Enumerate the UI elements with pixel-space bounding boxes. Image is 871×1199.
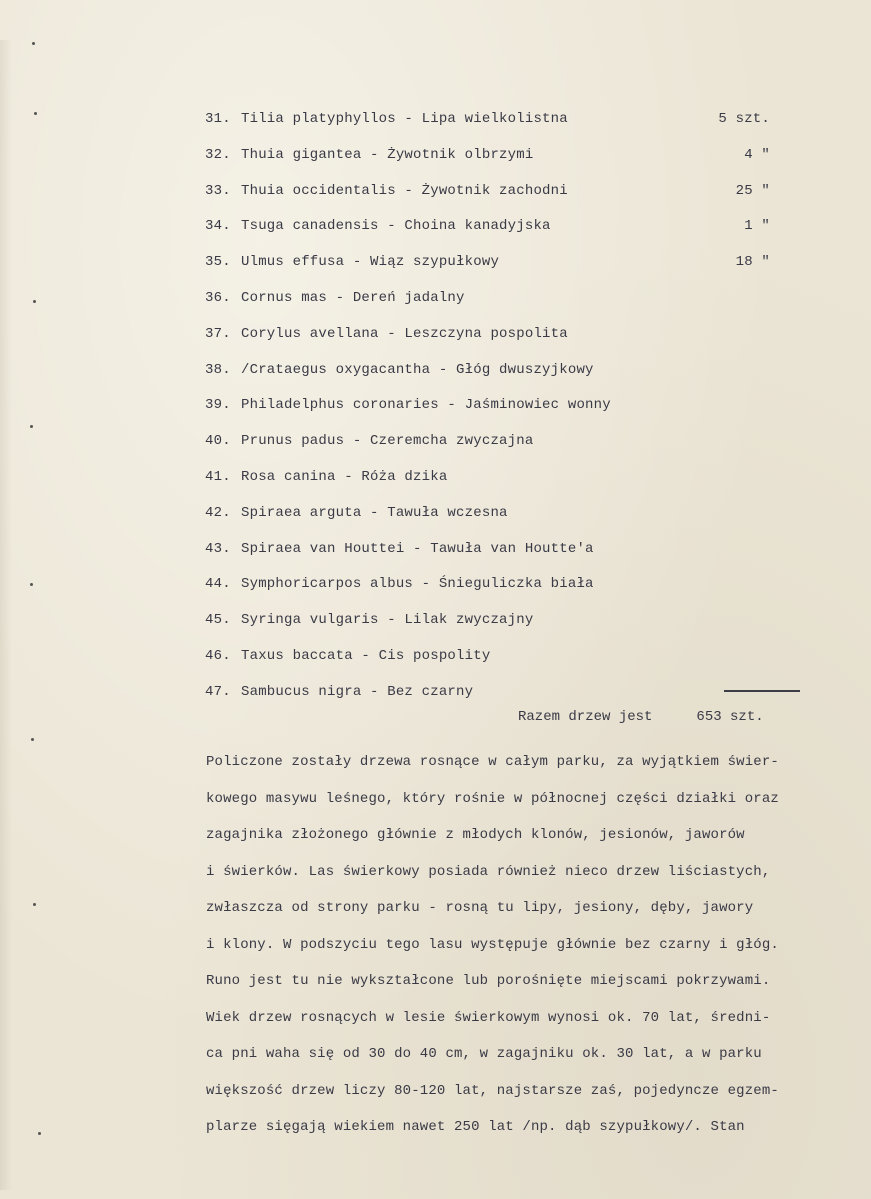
paragraph-line: kowego masywu leśnego, który rośnie w północnej części działki oraz: [206, 790, 779, 807]
species-number: 41.: [205, 468, 231, 485]
species-row: [205, 466, 795, 502]
species-number: 44.: [205, 576, 231, 593]
species-quantity: 18 ": [735, 254, 770, 271]
paragraph-line: większość drzew liczy 80-120 lat, najstarsze zaś, pojedyncze egzem-: [206, 1082, 779, 1099]
paragraph-line: Policzone zostały drzewa rosnące w całym parku, za wyjątkiem świer-: [206, 754, 779, 770]
species-name: Spiraea van Houttei - Tawuła van Houtte'a: [241, 540, 594, 557]
margin-mark: [30, 583, 33, 586]
species-name: Rosa canina - Róża dzika: [241, 468, 448, 485]
species-quantity: 5 szt.: [718, 111, 770, 127]
species-row: [205, 251, 795, 287]
species-name: Thuia occidentalis - Żywotnik zachodni: [241, 182, 568, 199]
total-value: 653 szt.: [696, 709, 764, 725]
species-name: Philadelphus coronaries - Jaśminowiec wonny: [241, 397, 611, 414]
species-name: Taxus baccata - Cis pospolity: [241, 647, 491, 664]
species-number: 31.: [205, 111, 231, 127]
total-label: Razem drzew jest: [518, 709, 653, 725]
species-quantity: 25 ": [735, 182, 770, 199]
species-number: 40.: [205, 433, 231, 450]
species-quantity: 4 ": [744, 146, 770, 163]
species-row: [205, 430, 795, 466]
species-number: 39.: [205, 397, 231, 414]
species-number: 38.: [205, 361, 231, 378]
species-number: 47.: [205, 683, 231, 700]
description-paragraph: [206, 751, 828, 1153]
species-number: 42.: [205, 504, 231, 521]
paragraph-line: Runo jest tu nie wykształcone lub porośnięte miejscami pokrzywami.: [206, 973, 771, 989]
paragraph-line: zagajnika złożonego głównie z młodych klonów, jesionów, jaworów: [206, 827, 745, 843]
species-name: Spiraea arguta - Tawuła wczesna: [241, 504, 508, 521]
species-row: [205, 323, 795, 359]
species-row: [205, 394, 795, 430]
paragraph-line: i świerków. Las świerkowy posiada również nieco drzew liściastych,: [206, 863, 771, 880]
species-name: Ulmus effusa - Wiąz szypułkowy: [241, 254, 500, 271]
margin-mark: [31, 738, 34, 741]
species-number: 36.: [205, 289, 231, 306]
paragraph-line: i klony. W podszyciu tego lasu występuje głównie bez czarny i głóg.: [206, 936, 779, 953]
species-name: Tilia platyphyllos - Lipa wielkolistna: [241, 111, 568, 127]
paragraph-line: zwłaszcza od strony parku - rosną tu lipy, jesiony, dęby, jawory: [206, 900, 754, 916]
margin-mark: [33, 903, 36, 906]
paragraph-line: ca pni waha się od 30 do 40 cm, w zagajniku ok. 30 lat, a w parku: [206, 1046, 762, 1062]
species-number: 37.: [205, 325, 231, 342]
species-number: 33.: [205, 182, 231, 199]
species-row: [205, 573, 795, 609]
total-row: [518, 706, 764, 728]
paragraph-line: Wiek drzew rosnących w lesie świerkowym wynosi ok. 70 lat, średni-: [206, 1009, 771, 1026]
species-number: 32.: [205, 146, 231, 163]
species-row: [205, 645, 795, 681]
species-row: [205, 502, 795, 538]
species-name: Cornus mas - Dereń jadalny: [241, 289, 465, 306]
paragraph-line: plarze sięgają wiekiem nawet 250 lat /np. dąb szypułkowy/. Stan: [206, 1119, 745, 1135]
margin-mark: [32, 42, 35, 45]
species-number: 34.: [205, 218, 231, 235]
page-edge-shadow: [0, 40, 12, 1190]
species-quantity: 1 ": [744, 218, 770, 235]
species-name: Thuia gigantea - Żywotnik olbrzymi: [241, 146, 534, 163]
margin-mark: [30, 425, 33, 428]
species-list: [205, 108, 795, 717]
species-row: [205, 287, 795, 323]
species-number: 45.: [205, 612, 231, 629]
species-name: Syringa vulgaris - Lilak zwyczajny: [241, 612, 534, 629]
species-row: [205, 108, 795, 144]
species-row: [205, 538, 795, 574]
species-name: Corylus avellana - Leszczyna pospolita: [241, 325, 568, 342]
species-name: Prunus padus - Czeremcha zwyczajna: [241, 433, 534, 450]
species-row: [205, 180, 795, 216]
margin-mark: [33, 300, 36, 303]
species-row: [205, 215, 795, 251]
species-row: [205, 144, 795, 180]
species-name: Symphoricarpos albus - Śnieguliczka biała: [241, 576, 594, 593]
species-number: 43.: [205, 540, 231, 557]
species-row: [205, 359, 795, 395]
species-name: Tsuga canadensis - Choina kanadyjska: [241, 218, 551, 235]
species-name: Sambucus nigra - Bez czarny: [241, 683, 474, 700]
sum-underline: [724, 690, 800, 692]
species-number: 46.: [205, 647, 231, 664]
species-name: /Crataegus oxygacantha - Głóg dwuszyjkowy: [241, 361, 594, 378]
margin-mark: [38, 1132, 41, 1135]
species-row: [205, 609, 795, 645]
margin-mark: [34, 112, 37, 115]
species-number: 35.: [205, 254, 231, 271]
